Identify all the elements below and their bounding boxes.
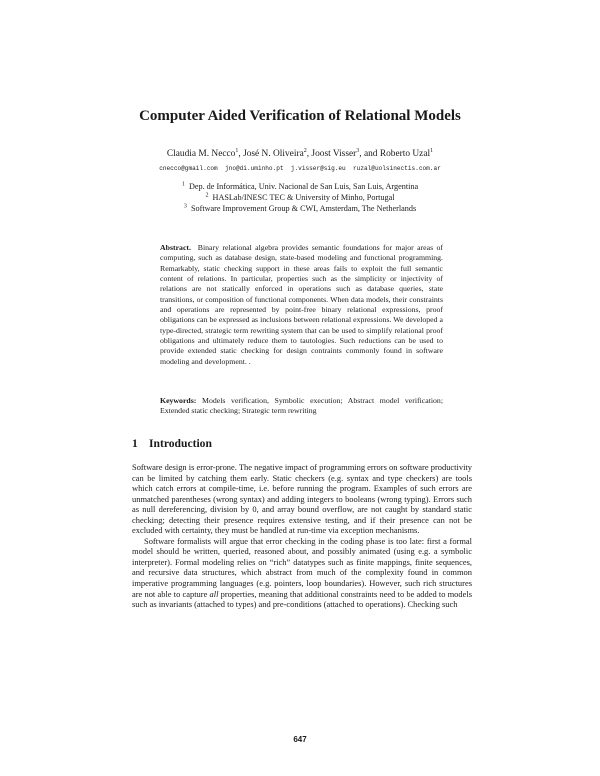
page-number: 647 — [293, 735, 307, 744]
paragraph: Software design is error-prone. The negative impact of programming errors on software productivity can be limited by catching them early. Static checkers (e.g. syntax and type checkers) are tools which catch errors at compile-time, i.e. before running the program. Examples of such errors are unmatched parentheses (wrong syntax) and adding integers to booleans (wrong typing). Errors such as null dereferencing, division by 0, and array bound overflow, are not caught by standard static checking; detecting their presence requires extensive testing, and if their presence can not be excluded with certainty, they must be handled at run-time via exception mechanisms. — [132, 462, 472, 536]
author-list — [0, 149, 600, 159]
author-name: Roberto Uzal — [379, 149, 431, 159]
affiliation-text: Software Improvement Group & CWI, Amsterdam, The Netherlands — [190, 204, 417, 213]
affiliation-mark: 2 — [205, 192, 209, 199]
section-number: 1 — [132, 437, 138, 450]
affiliation — [0, 203, 600, 214]
author-affiliation-mark: 2 — [303, 147, 307, 154]
paragraph — [132, 536, 472, 610]
affiliation-text: HASLab/INESC TEC & University of Minho, Portugal — [212, 193, 395, 202]
affiliation-list — [0, 181, 600, 214]
abstract-text: Binary relational algebra provides semantic foundations for major areas of computing, such as database design, state-based modeling and functional programming. Remarkably, static checking support in these areas fails to exploit the full semantic content of relations. In particular, properties such as the simplicity or injectivity of relations are not statically enforced in operations such as database queries, state transitions, or composition of functional components. When data models, their constraints and operations are represented by point-free binary relational expressions, proof obligations can be expressed as inclusions between relational expressions. We developed a type-directed, strategic term rewriting system that can be used to simplify relational proof obligations and ultimately reduce them to tautologies. Such reductions can be used to provide extended static checking for design contraints commonly found in software modeling and development. . — [160, 243, 443, 366]
author-separator: , and — [359, 149, 380, 159]
author-affiliation-mark: 3 — [356, 147, 360, 154]
paper-title: Computer Aided Verification of Relational Models — [139, 108, 461, 124]
affiliation-mark: 1 — [181, 181, 185, 188]
section-body — [132, 462, 472, 610]
section-title: Introduction — [149, 437, 212, 450]
paragraph-text: properties, meaning that additional constraints need to be added to models such as invariants (attached to types) and pre-conditions (attached to operations). Checking such — [132, 588, 472, 610]
paragraph-text: Software formalists will argue that error checking in the coding phase is too late: first a formal model should be written, queried, reasoned about, and possibly animated (using e.g. a symbolic interpreter). Formal modeling relies on “rich” datatypes such as finite mappings, finite sequences, and recursive data structures, which abstract from much of the complexity found in common imperative programming languages (e.g. pointers, loop boundaries). However, such rich structures are not able to capture — [132, 535, 472, 599]
affiliation — [0, 181, 600, 192]
author-separator: , — [306, 149, 312, 159]
author-affiliation-mark: 1 — [430, 147, 434, 154]
author-name: Joost Visser — [311, 149, 357, 159]
affiliation — [0, 192, 600, 203]
author-emails: cnecco@gmail.com jno@di.uminho.pt j.visser@sig.eu ruzal@uolsinectis.com.ar — [159, 165, 441, 172]
section-heading — [132, 437, 212, 450]
author-separator: , — [238, 149, 244, 159]
author-affiliation-mark: 1 — [235, 147, 239, 154]
author-name: Claudia M. Necco — [166, 149, 236, 159]
keywords — [160, 396, 443, 417]
keywords-label: Keywords: — [160, 396, 197, 405]
author-name: José N. Oliveira — [243, 149, 304, 159]
affiliation-text: Dep. de Informática, Univ. Nacional de San Luis, San Luis, Argentina — [188, 182, 419, 191]
affiliation-mark: 3 — [183, 203, 187, 210]
emphasis-text: all — [209, 588, 219, 599]
keywords-text: Models verification, Symbolic execution; Abstract model verification; Extended static checking; Strategic term rewriting — [160, 396, 443, 416]
abstract-label: Abstract. — [160, 243, 191, 252]
abstract — [160, 243, 443, 367]
